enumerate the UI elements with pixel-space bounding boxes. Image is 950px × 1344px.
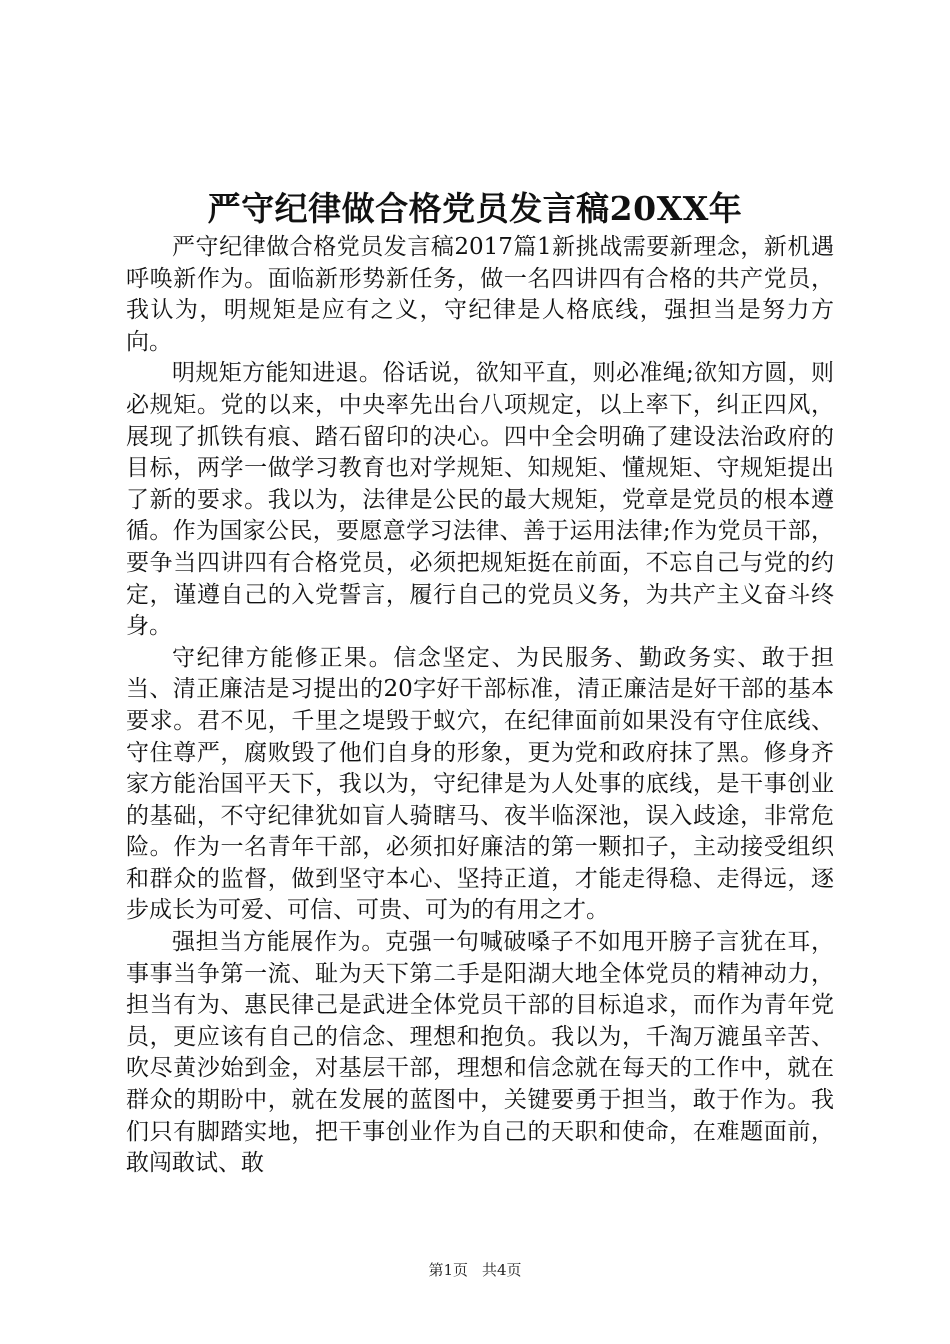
page-footer xyxy=(0,1258,950,1282)
paragraph-rules: 明规矩方能知进退。俗话说，欲知平直，则必准绳;欲知方圆，则必规矩。党的以来，中央率先出台八项规定，以上率下，纠正四风，展现了抓铁有痕、踏石留印的决心。四中全会明确了建设法治政府的目标，两学一做学习教育也对学规矩、知规矩、懂规矩、守规矩提出了新的要求。我以为，法律是公民的最大规矩，党章是党员的根本遵循。作为国家公民，要愿意学习法律、善于运用法律;作为党员干部，要争当四讲四有合格党员，必须把规矩挺在前面，不忘自己与党的约定，谨遵自己的入党誓言，履行自己的党员义务，为共产主义奋斗终身。 xyxy=(126,360,834,640)
document-body xyxy=(126,232,834,1180)
page-total: 共4页 xyxy=(482,1261,522,1279)
paragraph-intro: 严守纪律做合格党员发言稿2017篇1新挑战需要新理念，新机遇呼唤新作为。面临新形势新任务，做一名四讲四有合格的共产党员，我认为，明规矩是应有之义，守纪律是人格底线，强担当是努力方向。 xyxy=(126,234,834,355)
document-title: 严守纪律做合格党员发言稿20XX年 xyxy=(207,189,743,228)
page-number: 第1页 xyxy=(428,1261,468,1279)
paragraph-responsibility: 强担当方能展作为。克强一句喊破嗓子不如甩开膀子言犹在耳，事事当争第一流、耻为天下第二手是阳湖大地全体党员的精神动力，担当有为、惠民律己是武进全体党员干部的目标追求，而作为青年党员，更应该有自己的信念、理想和抱负。我以为，千淘万漉虽辛苦、吹尽黄沙始到金，对基层干部，理想和信念就在每天的工作中，就在群众的期盼中，就在发展的蓝图中，关键要勇于担当，敢于作为。我们只有脚踏实地，把干事创业作为自己的天职和使命，在难题面前，敢闯敢试、敢 xyxy=(126,929,834,1177)
paragraph-discipline: 守纪律方能修正果。信念坚定、为民服务、勤政务实、敢于担当、清正廉洁是习提出的20字好干部标准，清正廉洁是好干部的基本要求。君不见，千里之堤毁于蚁穴，在纪律面前如果没有守住底线、守住尊严，腐败毁了他们自身的形象，更为党和政府抹了黑。修身齐家方能治国平天下，我以为，守纪律是为人处事的底线，是干事创业的基础，不守纪律犹如盲人骑瞎马、夜半临深池，误入歧途，非常危险。作为一名青年干部，必须扣好廉洁的第一颗扣子，主动接受组织和群众的监督，做到坚守本心、坚持正道，才能走得稳、走得远，逐步成长为可爱、可信、可贵、可为的有用之才。 xyxy=(126,644,834,924)
